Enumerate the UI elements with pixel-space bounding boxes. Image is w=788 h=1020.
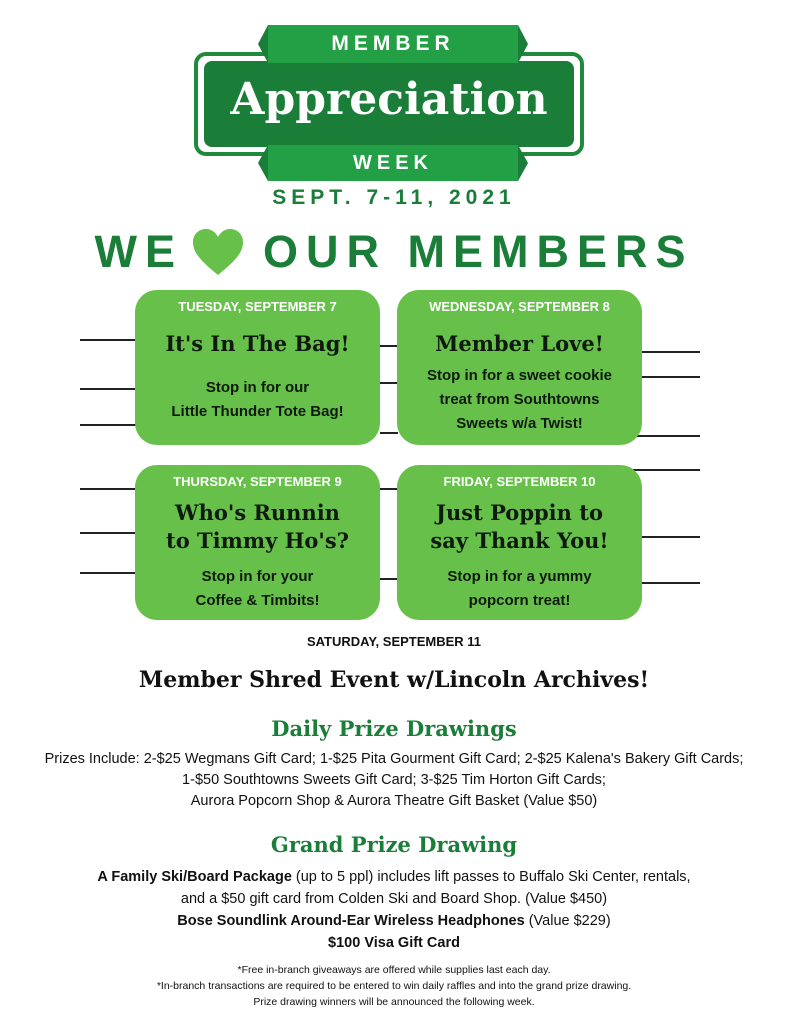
prize-line: Prizes Include: 2-$25 Wegmans Gift Card; 1-$25 Pita Gourment Gift Card; 2-$25 Kalena's Bakery Gift Cards; (44, 751, 744, 767)
headline-left: WE (94, 226, 183, 277)
day-card-tuesday (135, 290, 380, 445)
event-description (135, 376, 380, 424)
day-card-friday (397, 465, 642, 620)
daily-prizes-list (0, 749, 788, 812)
prize-line: Aurora Popcorn Shop & Aurora Theatre Gift Basket (Value $50) (190, 793, 598, 809)
divider-line (80, 488, 136, 490)
description-line: Stop in for your (201, 568, 314, 585)
divider-line (632, 435, 700, 437)
day-card-thursday (135, 465, 380, 620)
ribbon-fold (258, 145, 268, 181)
divider-line (642, 351, 700, 353)
event-dates: SEPT. 7-11, 2021 (272, 186, 516, 209)
divider-line (80, 572, 136, 574)
event-title-line: Just Poppin to (436, 500, 603, 525)
prize-line: 1-$50 Southtowns Sweets Gift Card; 3-$25 Tim Horton Gift Cards; (182, 772, 606, 788)
event-description (397, 364, 642, 436)
description-line: Stop in for our (205, 379, 310, 396)
description-line: Stop in for a yummy (447, 568, 592, 585)
description-line: Sweets w/a Twist! (456, 415, 583, 432)
footnote: *In-branch transactions are required to be entered to win daily raffles and into the grand prize drawing. (156, 980, 632, 992)
footnote: *Free in-branch giveaways are offered while supplies last each day. (237, 964, 551, 976)
divider-line (380, 382, 398, 384)
banner-bottom-ribbon: WEEK (268, 145, 518, 181)
day-label: THURSDAY, SEPTEMBER 9 (173, 474, 342, 489)
headline-right: OUR MEMBERS (262, 226, 694, 277)
grand-prize-title: Grand Prize Drawing (270, 832, 518, 857)
banner-top-ribbon: MEMBER (268, 25, 518, 63)
divider-line (80, 424, 136, 426)
ribbon-fold (518, 145, 528, 181)
day-card-wednesday (397, 290, 642, 445)
divider-line (380, 578, 398, 580)
footnotes (0, 962, 788, 1010)
grand-prize-item (0, 910, 788, 932)
description-line: Little Thunder Tote Bag! (171, 403, 344, 420)
divider-line (380, 432, 398, 434)
divider-line (80, 339, 136, 341)
day-label: FRIDAY, SEPTEMBER 10 (443, 474, 596, 489)
day-label: TUESDAY, SEPTEMBER 7 (178, 299, 337, 314)
ribbon-fold (518, 25, 528, 63)
description-line: popcorn treat! (468, 592, 571, 609)
event-title: It's In The Bag! (165, 331, 350, 356)
event-title (135, 499, 380, 555)
divider-line (642, 376, 700, 378)
event-title-line: Who's Runnin (175, 500, 340, 525)
divider-line (380, 345, 398, 347)
description-line: Stop in for a sweet cookie (426, 367, 613, 384)
ribbon-fold (258, 25, 268, 63)
description-line: treat from Southtowns (439, 391, 600, 408)
event-title-line: to Timmy Ho's? (166, 528, 349, 553)
event-description (397, 565, 642, 613)
grand-prize-list (0, 866, 788, 954)
daily-prizes-title: Daily Prize Drawings (271, 716, 517, 741)
prize-name: A Family Ski/Board Package (97, 869, 292, 885)
event-description (135, 565, 380, 613)
banner-title: Appreciation (230, 74, 548, 125)
divider-line (642, 582, 700, 584)
grand-prize-item (0, 866, 788, 888)
saturday-label: SATURDAY, SEPTEMBER 11 (306, 634, 482, 649)
event-title: Member Love! (435, 331, 604, 356)
divider-line (380, 488, 398, 490)
prize-detail: (up to 5 ppl) includes lift passes to Buffalo Ski Center, rentals, (291, 869, 691, 885)
prize-detail-line: and a $50 gift card from Colden Ski and Board Shop. (Value $450) (180, 891, 608, 907)
heart-icon (191, 227, 245, 277)
prize-name: $100 Visa Gift Card (328, 935, 460, 951)
footnote: Prize drawing winners will be announced the following week. (253, 996, 535, 1008)
divider-line (80, 532, 136, 534)
event-title (397, 499, 642, 555)
grand-prize-item (0, 932, 788, 954)
headline (0, 222, 788, 282)
saturday-event: Member Shred Event w/Lincoln Archives! (138, 667, 650, 693)
prize-name: Bose Soundlink Around-Ear Wireless Headphones (177, 913, 525, 929)
divider-line (642, 536, 700, 538)
description-line: Coffee & Timbits! (195, 592, 320, 609)
divider-line (632, 469, 700, 471)
divider-line (80, 388, 136, 390)
day-label: WEDNESDAY, SEPTEMBER 8 (429, 299, 610, 314)
event-title-line: say Thank You! (430, 528, 609, 553)
prize-detail: (Value $229) (524, 913, 611, 929)
